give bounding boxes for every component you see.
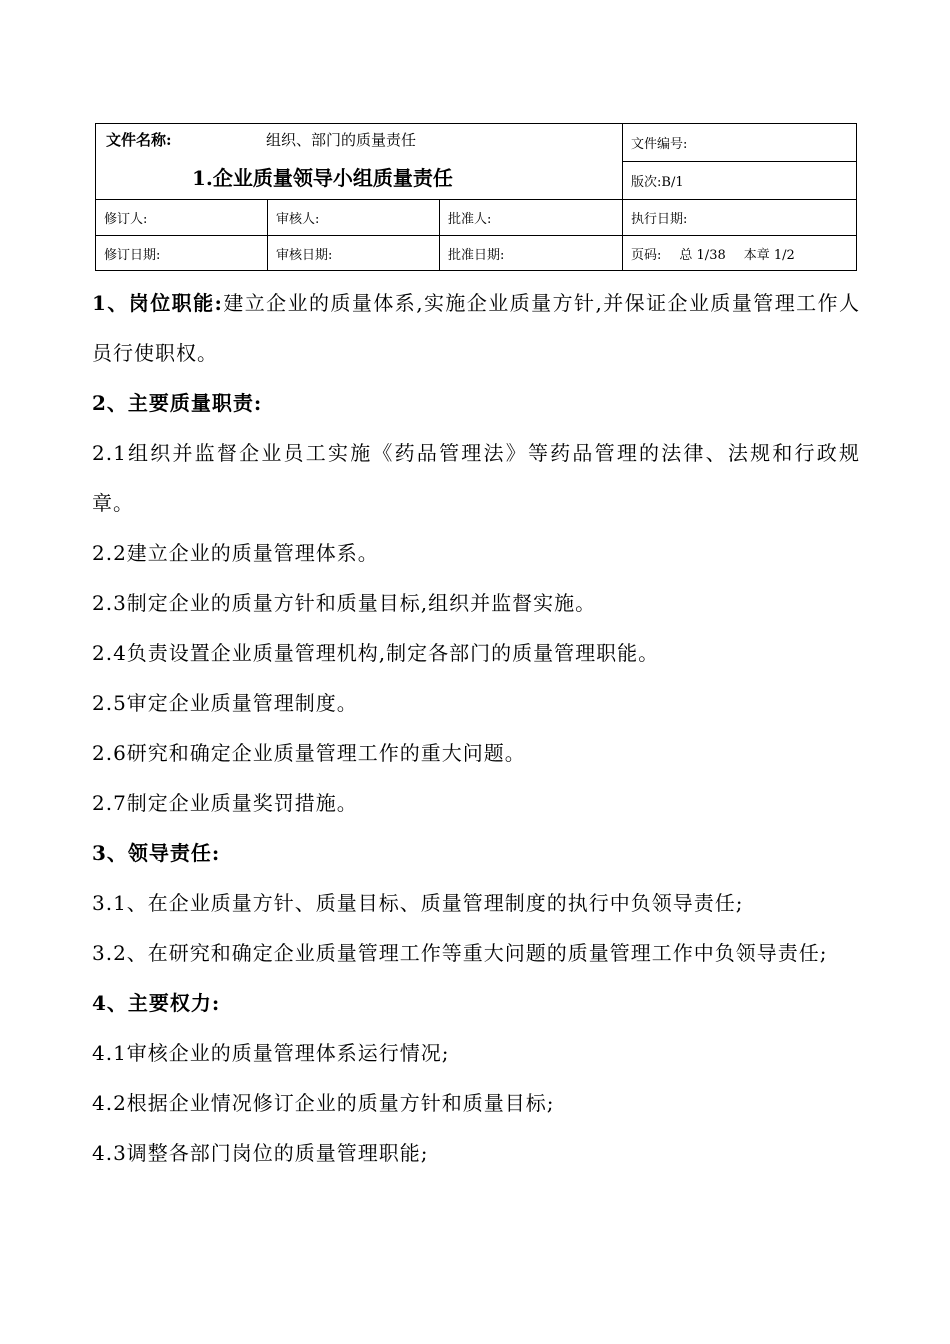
section-2-item: 2.4负责设置企业质量管理机构,制定各部门的质量管理职能。 — [92, 641, 660, 665]
section-2-item: 2.1组织并监督企业员工实施《药品管理法》等药品管理的法律、法规和行政规章。 — [92, 441, 860, 515]
approver-cell: 批准人: — [440, 200, 623, 236]
review-date-cell: 审核日期: — [268, 236, 440, 271]
section-3-item: 3.1、在企业质量方针、质量目标、质量管理制度的执行中负领导责任; — [92, 891, 744, 915]
section-3-item: 3.2、在研究和确定企业质量管理工作等重大问题的质量管理工作中负领导责任; — [92, 941, 828, 965]
page-label: 页码: — [631, 247, 662, 263]
section-1-paragraph — [92, 278, 860, 378]
document-title: 1.企业质量领导小组质量责任 — [192, 166, 453, 190]
document-header-table — [95, 123, 857, 271]
section-1-label: 1、岗位职能: — [92, 291, 223, 315]
reviser-cell: 修订人: — [96, 200, 268, 236]
title-cell — [96, 124, 623, 200]
section-2-heading: 2、主要质量职责: — [92, 391, 263, 415]
section-4-item: 4.2根据企业情况修订企业的质量方针和质量目标; — [92, 1091, 555, 1115]
file-name-value: 组织、部门的质量责任 — [266, 131, 417, 149]
approve-date-cell: 批准日期: — [440, 236, 623, 271]
section-4-item: 4.1审核企业的质量管理体系运行情况; — [92, 1041, 450, 1065]
section-1-text: 建立企业的质量体系,实施企业质量方针,并保证企业质量管理工作人员行使职权。 — [92, 291, 860, 365]
section-4-item: 4.3调整各部门岗位的质量管理职能; — [92, 1141, 429, 1165]
section-4-heading: 4、主要权力: — [92, 991, 221, 1015]
exec-date-cell: 执行日期: — [623, 200, 857, 236]
file-number-cell: 文件编号: — [623, 124, 857, 162]
section-2-item: 2.6研究和确定企业质量管理工作的重大问题。 — [92, 741, 526, 765]
page-chapter: 本章 1/2 — [743, 247, 795, 263]
file-name-label: 文件名称: — [106, 131, 172, 149]
section-2-item: 2.2建立企业的质量管理体系。 — [92, 541, 379, 565]
version-cell: 版次:B/1 — [623, 162, 857, 200]
reviewer-cell: 审核人: — [268, 200, 440, 236]
revise-date-cell: 修订日期: — [96, 236, 268, 271]
document-body — [92, 278, 860, 1178]
section-3-heading: 3、领导责任: — [92, 841, 221, 865]
section-2-item: 2.5审定企业质量管理制度。 — [92, 691, 358, 715]
page-total: 总 1/38 — [679, 247, 726, 263]
section-2-item: 2.7制定企业质量奖罚措施。 — [92, 791, 358, 815]
page-number-cell — [623, 236, 857, 271]
section-2-item: 2.3制定企业的质量方针和质量目标,组织并监督实施。 — [92, 591, 597, 615]
